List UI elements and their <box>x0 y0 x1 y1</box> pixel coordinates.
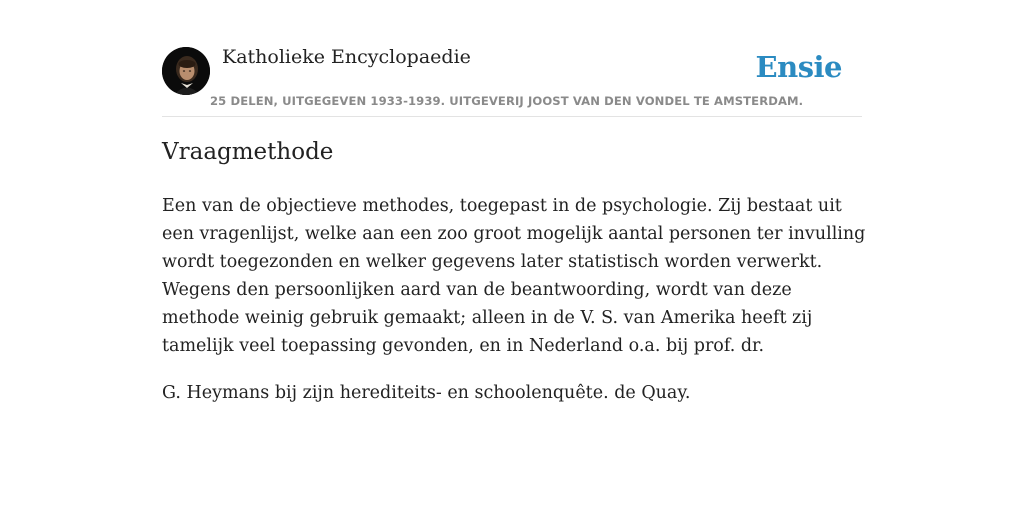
publication-title[interactable]: Katholieke Encyclopaedie <box>222 46 471 68</box>
portrait-icon <box>162 47 210 95</box>
portrait-avatar[interactable] <box>162 47 210 95</box>
entry-paragraph: Een van de objectieve methodes, toegepast in de psychologie. Zij bestaat uit een vragenlijst, welke aan een zoo groot mogelijk aantal personen ter invulling wordt toegezonden en welker gegevens later statistisch worden verwerkt. Wegens den persoonlijken aard van de beantwoording, wordt van deze methode weinig gebruik gemaakt; alleen in de V. S. van Amerika heeft zij tamelijk veel toepassing gevonden, en in Nederland o.a. bij prof. dr. <box>162 196 866 356</box>
entry-title: Vraagmethode <box>162 139 334 165</box>
header <box>162 44 862 117</box>
entry-paragraph: G. Heymans bij zijn herediteits- en schoolenquête. de Quay. <box>162 383 691 403</box>
publication-subtitle: 25 DELEN, UITGEGEVEN 1933-1939. UITGEVERIJ JOOST VAN DEN VONDEL TE AMSTERDAM. <box>210 94 804 108</box>
brand-logo[interactable]: Ensie <box>755 50 842 84</box>
